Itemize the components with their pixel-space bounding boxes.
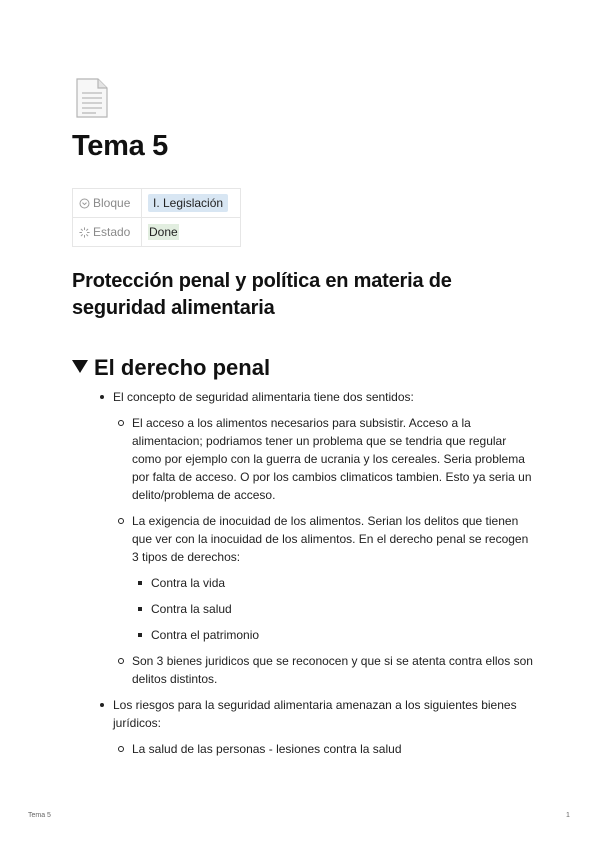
toggle-content: [94, 388, 534, 766]
list-item-text: Contra la vida: [151, 576, 226, 590]
property-key-label: Bloque: [93, 196, 131, 210]
select-icon: [79, 198, 90, 209]
property-row-estado: [73, 218, 241, 247]
property-key-label: Estado: [93, 225, 131, 239]
footer-page-number: 1: [566, 812, 570, 819]
list-item-text: La salud de las personas - lesiones contra la salud: [132, 742, 402, 756]
status-icon: [79, 227, 90, 238]
list-item-text: Contra el patrimonio: [151, 628, 260, 642]
list-item: [94, 696, 534, 758]
properties-table: [72, 188, 241, 247]
document-icon: [74, 78, 110, 118]
list-item: [132, 626, 534, 644]
list-item-text: La exigencia de inocuidad de los alimentos. Serian los delitos que tienen que ver con la inocuidad de los alimentos. En el derecho penal se recogen 3 tipos de derechos:: [132, 514, 529, 564]
bloque-tag[interactable]: I. Legislación: [148, 194, 228, 212]
list-item: [132, 574, 534, 592]
property-value[interactable]: [142, 218, 241, 247]
list-item: [113, 740, 534, 758]
list-item-text: Contra la salud: [151, 602, 232, 616]
list-item: [94, 388, 534, 688]
sub-list: [113, 414, 534, 688]
toggle-heading-label: El derecho penal: [94, 355, 271, 380]
page-title: Tema 5: [72, 130, 168, 162]
list-item: [132, 600, 534, 618]
property-row-bloque: [73, 189, 241, 218]
list-item: [113, 512, 534, 644]
list-item-text: El concepto de seguridad alimentaria tiene dos sentidos:: [113, 390, 414, 404]
list-item-text: Son 3 bienes juridicos que se reconocen y que si se atenta contra ellos son delitos distintos.: [132, 654, 533, 686]
toggle-triangle-icon[interactable]: [72, 360, 88, 373]
property-key: [73, 189, 142, 218]
sub-sub-list: [132, 574, 534, 644]
sub-list: [113, 740, 534, 758]
estado-tag[interactable]: Done: [149, 225, 178, 239]
property-value[interactable]: [142, 189, 241, 218]
list-item: [113, 414, 534, 504]
toggle-heading[interactable]: [72, 353, 270, 383]
list-item-text: El acceso a los alimentos necesarios para subsistir. Acceso a la alimentacion; podriamos tener un problema que se tendria que regular como por ejemplo con la guerra de ucrania y los cereales. Seria problema por falta de acceso. O por los cambios climaticos tambien. Esto ya seria un delito/problema de acceso.: [132, 416, 532, 502]
footer-page-title: Tema 5: [28, 812, 51, 819]
section-title: Protección penal y política en materia de seguridad alimentaria: [72, 270, 452, 319]
property-key: [73, 218, 142, 247]
list-item-text: Los riesgos para la seguridad alimentaria amenazan a los siguientes bienes jurídicos:: [113, 698, 517, 730]
bullet-list: [94, 388, 534, 758]
list-item: [113, 652, 534, 688]
